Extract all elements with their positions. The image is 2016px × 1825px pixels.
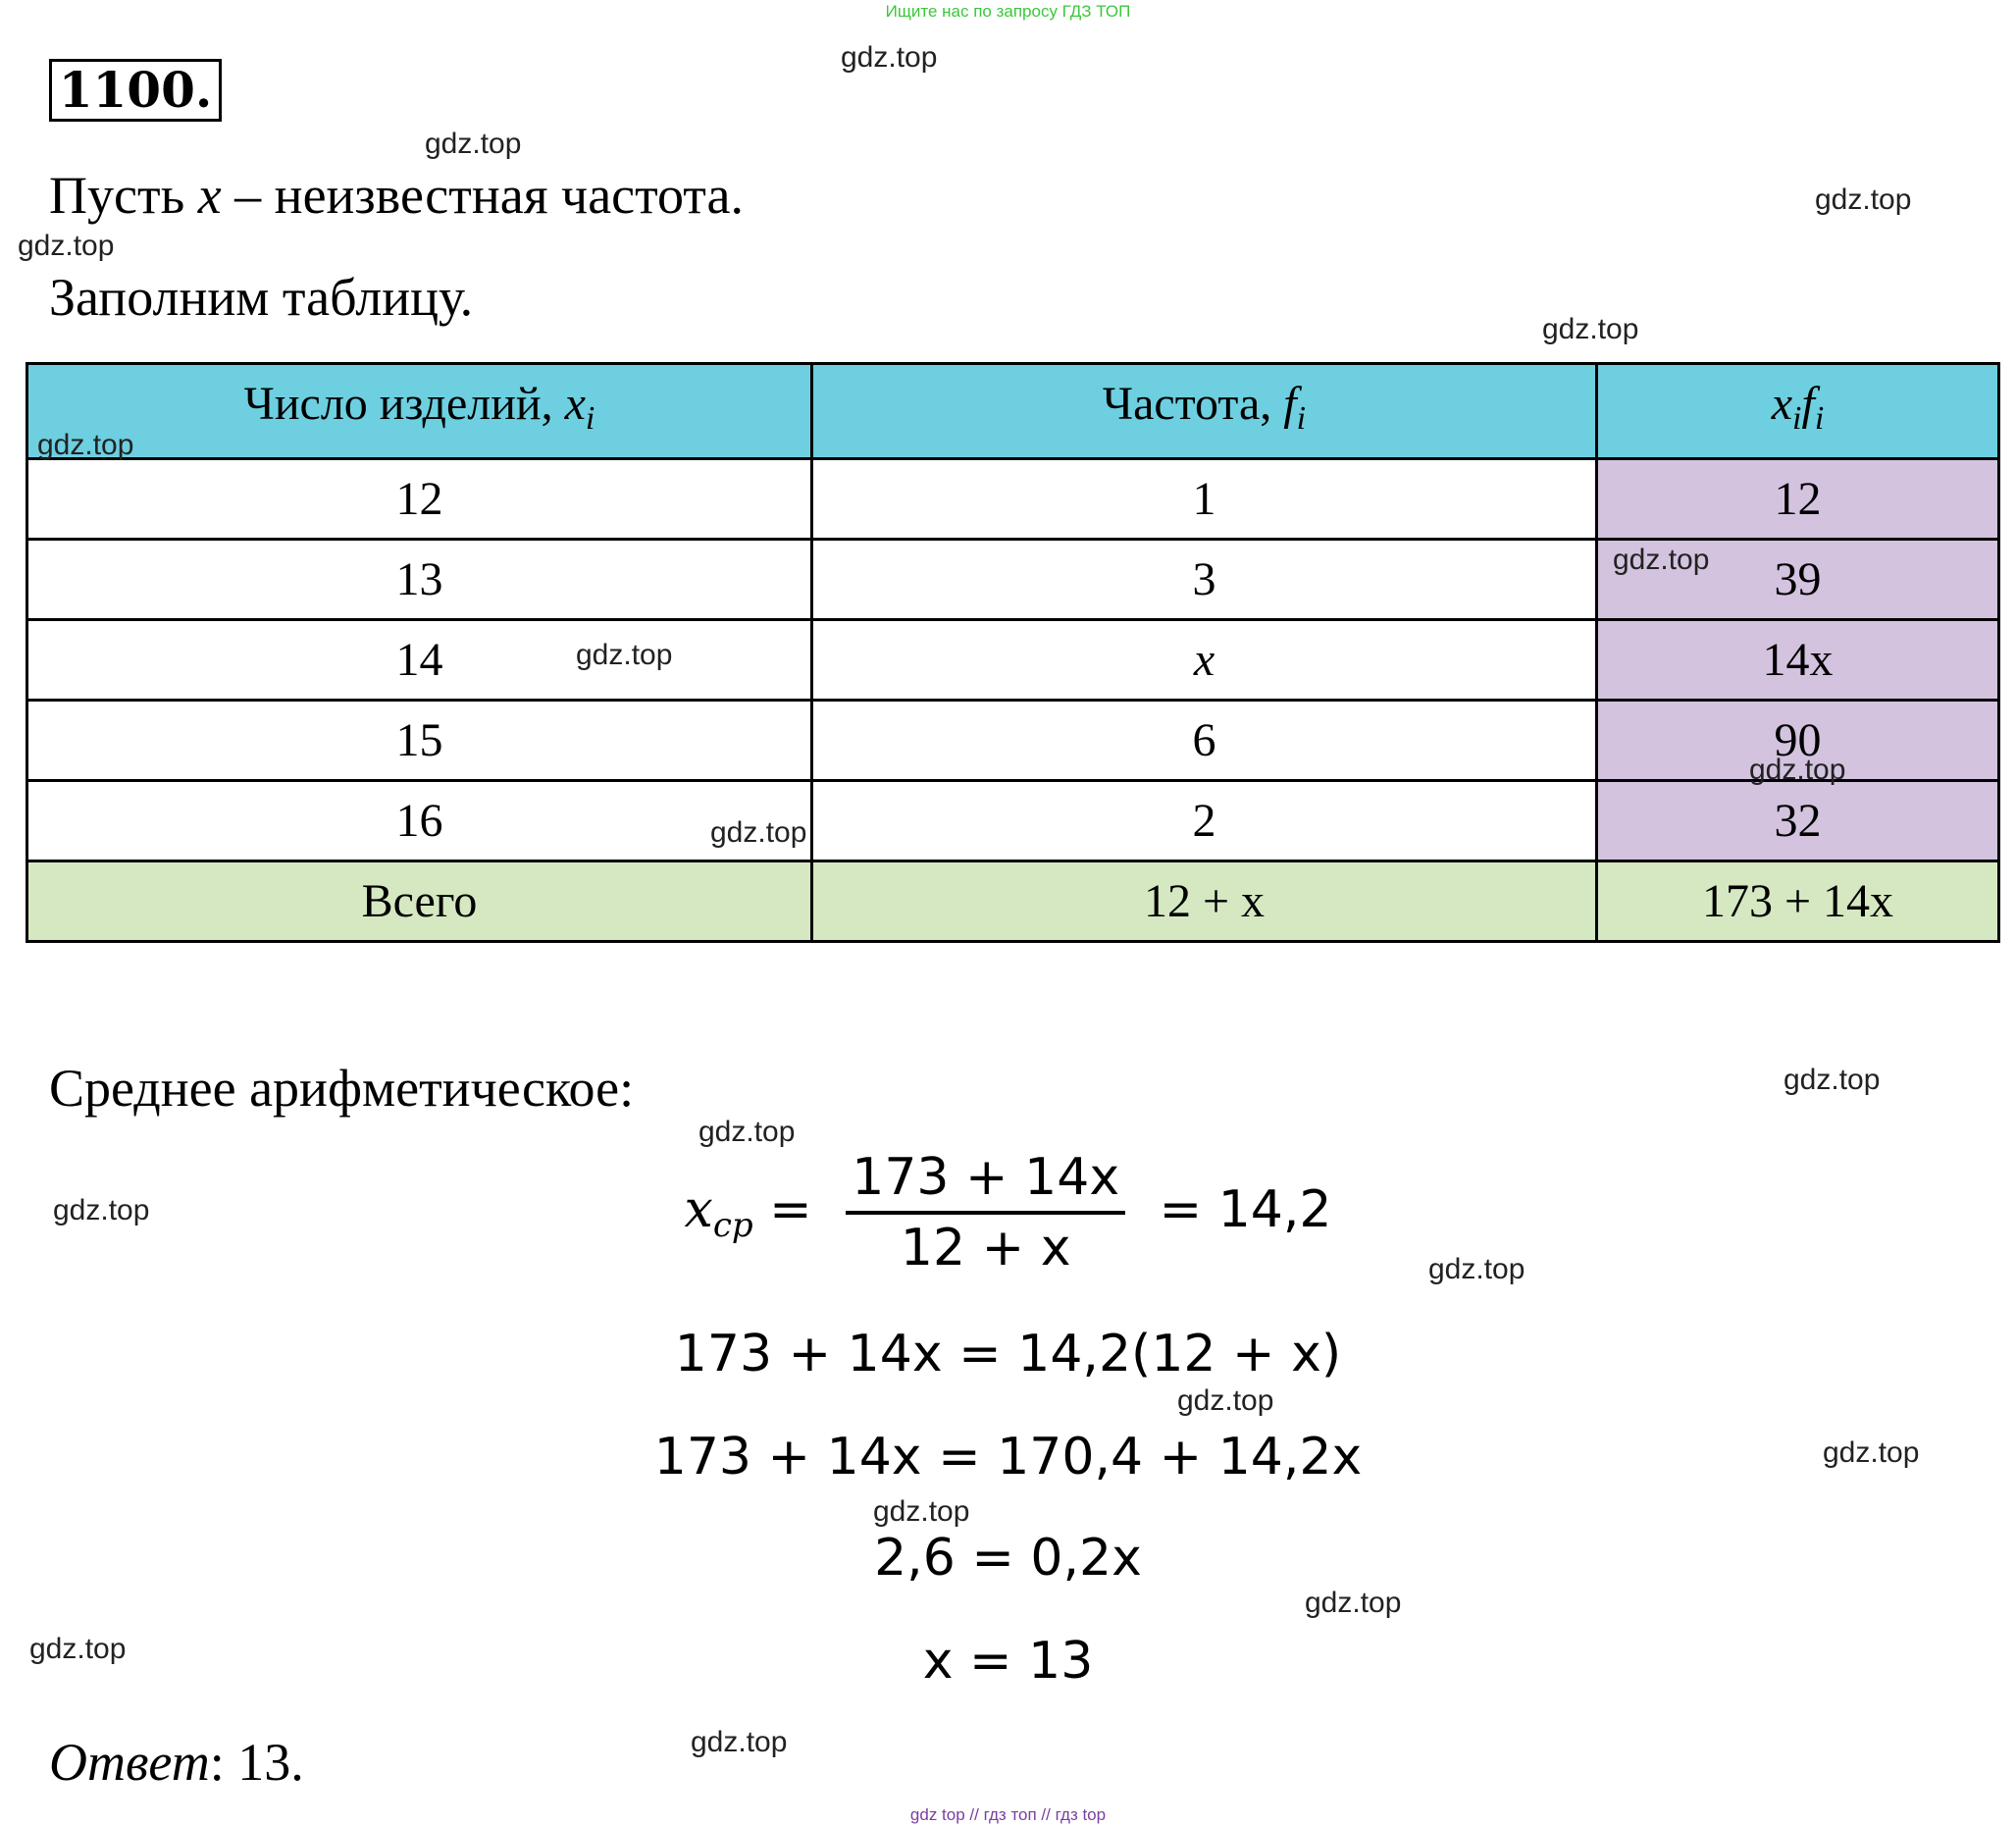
total-label: Всего	[27, 861, 812, 942]
watermark: gdz.top	[698, 1116, 796, 1148]
frequency-table	[26, 362, 2000, 943]
watermark: gdz.top	[18, 230, 115, 262]
watermark: gdz.top	[53, 1194, 150, 1226]
mean-lhs-var: x	[684, 1180, 713, 1239]
cell-quantity: 13	[27, 540, 812, 620]
cell-quantity: 15	[27, 701, 812, 781]
watermark: gdz.top	[37, 429, 134, 461]
bottom-banner[interactable]: gdz top // гдз топ // гдз top	[909, 1805, 1107, 1824]
total-frequency: 12 + x	[812, 861, 1597, 942]
header-cell-quantity	[27, 364, 812, 459]
watermark: gdz.top	[425, 128, 522, 160]
answer-line	[49, 1732, 304, 1793]
cell-frequency: x	[812, 620, 1597, 701]
cell-product: 14x	[1597, 620, 1999, 701]
mean-equals: =	[769, 1180, 812, 1239]
header-quantity-label: Число изделий,	[243, 378, 565, 430]
watermark: gdz.top	[841, 41, 938, 74]
table-total-row	[27, 861, 1999, 942]
watermark: gdz.top	[29, 1633, 127, 1665]
total-product: 173 + 14x	[1597, 861, 1999, 942]
mean-fraction	[846, 1148, 1125, 1278]
header-product-var1: x	[1771, 378, 1793, 430]
mean-rhs: = 14,2	[1159, 1180, 1332, 1239]
watermark: gdz.top	[1749, 754, 1846, 786]
cell-quantity: 12	[27, 459, 812, 540]
header-quantity-sub: i	[585, 400, 595, 437]
mean-denominator: 12 + x	[900, 1219, 1071, 1278]
cell-frequency: 6	[812, 701, 1597, 781]
header-product-sub1: i	[1792, 400, 1802, 437]
cell-product: 90	[1597, 701, 1999, 781]
watermark: gdz.top	[1542, 313, 1639, 345]
intro-line-1-suffix: – неизвестная частота.	[221, 166, 745, 225]
cell-product: 39	[1597, 540, 1999, 620]
table-row	[27, 459, 1999, 540]
table-row	[27, 701, 1999, 781]
watermark: gdz.top	[1783, 1064, 1881, 1096]
cell-product: 12	[1597, 459, 1999, 540]
answer-value: : 13.	[209, 1733, 304, 1792]
mean-numerator: 173 + 14x	[846, 1148, 1125, 1215]
answer-label: Ответ	[49, 1733, 210, 1792]
watermark: gdz.top	[1815, 183, 1912, 216]
top-banner[interactable]: Ищите нас по запросу ГДЗ ТОП	[885, 2, 1131, 21]
header-cell-frequency	[812, 364, 1597, 459]
watermark: gdz.top	[1177, 1384, 1274, 1417]
watermark: gdz.top	[1613, 544, 1710, 576]
table-row	[27, 620, 1999, 701]
watermark: gdz.top	[576, 639, 673, 671]
cell-product: 32	[1597, 781, 1999, 861]
watermark: gdz.top	[1823, 1436, 1920, 1469]
header-frequency-label: Частота,	[1102, 378, 1284, 430]
watermark: gdz.top	[710, 816, 807, 849]
watermark: gdz.top	[873, 1495, 970, 1528]
cell-frequency: 2	[812, 781, 1597, 861]
cell-frequency: 1	[812, 459, 1597, 540]
cell-frequency: 3	[812, 540, 1597, 620]
equation-step-4: x = 13	[922, 1632, 1094, 1691]
watermark: gdz.top	[1305, 1587, 1402, 1619]
table-row	[27, 781, 1999, 861]
intro-line-1-prefix: Пусть	[49, 166, 198, 225]
watermark: gdz.top	[691, 1726, 788, 1758]
mean-formula	[0, 1148, 2016, 1278]
intro-line-2: Заполним таблицу.	[49, 268, 474, 327]
cell-quantity: 14	[27, 620, 812, 701]
header-product-sub2: i	[1814, 400, 1825, 437]
table-header-row	[27, 364, 1999, 459]
header-cell-product	[1597, 364, 1999, 459]
header-frequency-sub: i	[1296, 400, 1307, 437]
equation-step-3: 2,6 = 0,2x	[874, 1529, 1142, 1588]
cell-quantity: 16	[27, 781, 812, 861]
intro-variable: x	[197, 166, 222, 225]
watermark: gdz.top	[1428, 1253, 1525, 1285]
header-quantity-var: x	[564, 378, 586, 430]
equation-step-1: 173 + 14x = 14,2(12 + x)	[674, 1325, 1342, 1383]
equation-step-2: 173 + 14x = 170,4 + 14,2x	[653, 1428, 1363, 1486]
intro-line-1	[49, 165, 744, 226]
header-frequency-var: f	[1283, 378, 1297, 430]
header-product-var2: f	[1801, 378, 1815, 430]
mean-heading: Среднее арифметическое:	[49, 1059, 635, 1118]
mean-lhs-sub: ср	[712, 1206, 753, 1245]
problem-number: 1100.	[49, 59, 222, 122]
